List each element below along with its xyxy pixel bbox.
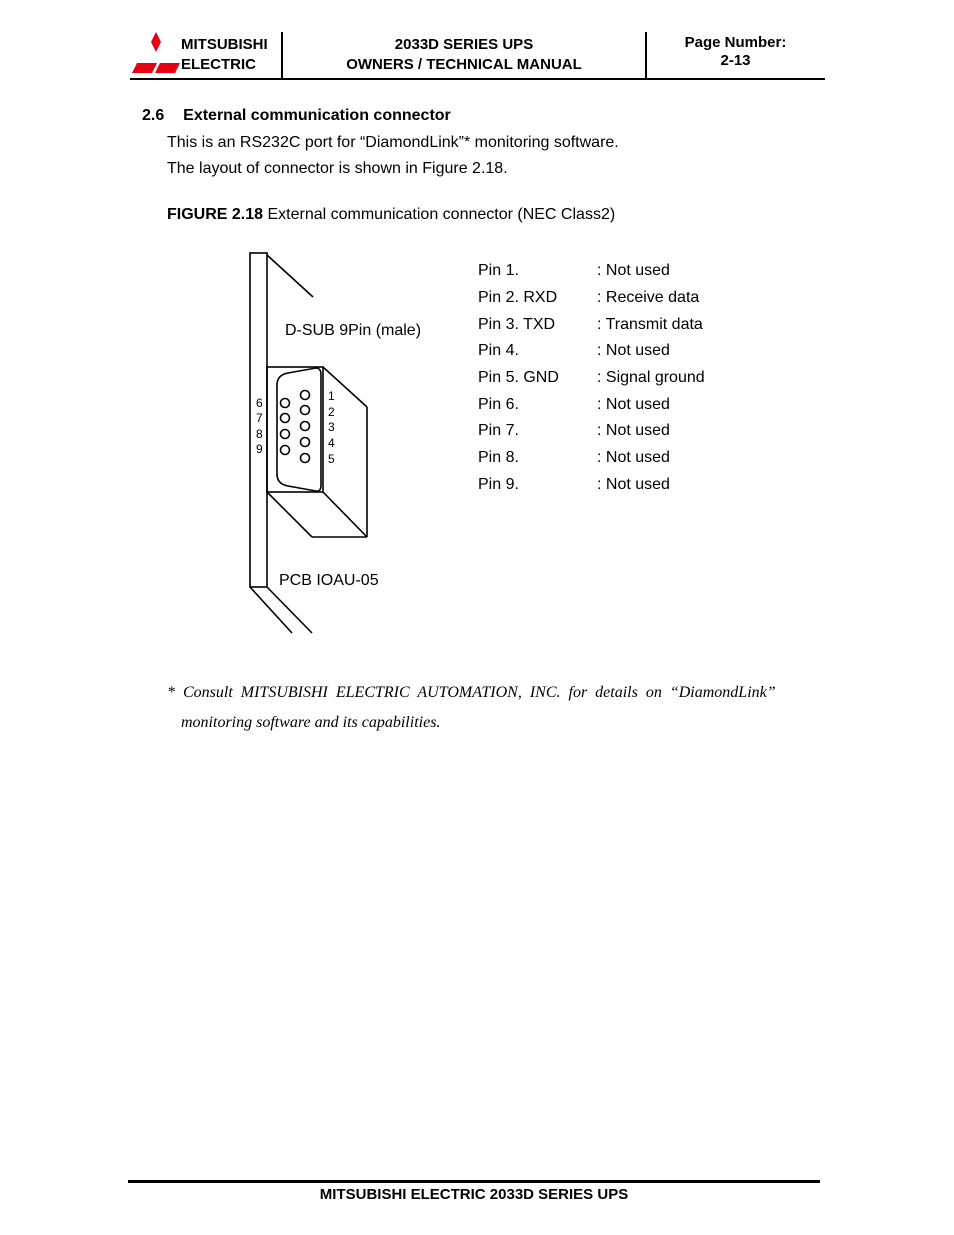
diagonal-line bbox=[250, 587, 292, 633]
pin-name: Pin 9. bbox=[478, 476, 519, 493]
connector-pin bbox=[281, 414, 290, 423]
figure-caption-text: External communication connector (NEC Class2) bbox=[263, 206, 616, 223]
pin-number: 5 bbox=[328, 452, 335, 466]
connector-pin bbox=[281, 399, 290, 408]
page-number-label: Page Number: bbox=[684, 34, 787, 51]
footnote-line-1: * Consult MITSUBISHI ELECTRIC AUTOMATION, INC. for details on “DiamondLink” bbox=[167, 684, 776, 701]
pin-description: : Receive data bbox=[597, 289, 700, 306]
section-paragraph-1: This is an RS232C port for “DiamondLink”* monitoring software. bbox=[167, 134, 619, 151]
connector-pin bbox=[281, 446, 290, 455]
pin-description: : Transmit data bbox=[597, 316, 703, 333]
connector-pin bbox=[301, 391, 310, 400]
mitsubishi-logo-icon bbox=[132, 32, 180, 74]
section-title: External communication connector bbox=[183, 107, 451, 124]
brand-line-2: ELECTRIC bbox=[181, 56, 256, 73]
pin-description: : Signal ground bbox=[597, 369, 705, 386]
pin-name: Pin 5. GND bbox=[478, 369, 559, 386]
pin-number: 4 bbox=[328, 436, 335, 450]
pin-number: 9 bbox=[256, 442, 263, 456]
pin-description: : Not used bbox=[597, 396, 670, 413]
connector-pin bbox=[301, 438, 310, 447]
connector-pin bbox=[301, 406, 310, 415]
section-number: 2.6 bbox=[142, 107, 165, 124]
pin-name: Pin 8. bbox=[478, 449, 519, 466]
manual-title-line-2: OWNERS / TECHNICAL MANUAL bbox=[346, 56, 582, 73]
connector-pin bbox=[281, 430, 290, 439]
pin-number: 6 bbox=[256, 396, 263, 410]
diagonal-line bbox=[267, 587, 312, 633]
pin-description: : Not used bbox=[597, 476, 670, 493]
section-paragraph-2: The layout of connector is shown in Figure 2.18. bbox=[167, 160, 508, 177]
perspective-line bbox=[323, 492, 367, 537]
pcb-label: PCB IOAU-05 bbox=[279, 572, 379, 589]
page-number: 2-13 bbox=[720, 52, 751, 69]
footnote-line-2: monitoring software and its capabilities. bbox=[181, 714, 441, 731]
footer-text: MITSUBISHI ELECTRIC 2033D SERIES UPS bbox=[319, 1186, 629, 1203]
pin-description: : Not used bbox=[597, 422, 670, 439]
pin-name: Pin 4. bbox=[478, 342, 519, 359]
pin-name: Pin 2. RXD bbox=[478, 289, 558, 306]
pin-name: Pin 7. bbox=[478, 422, 519, 439]
pin-name: Pin 1. bbox=[478, 262, 519, 279]
connector-label: D-SUB 9Pin (male) bbox=[285, 322, 422, 339]
figure-caption bbox=[167, 206, 615, 224]
pin-number: 2 bbox=[328, 405, 335, 419]
pin-description: : Not used bbox=[597, 262, 670, 279]
header-rule bbox=[130, 78, 825, 80]
pin-number: 8 bbox=[256, 427, 263, 441]
pin-description: : Not used bbox=[597, 342, 670, 359]
connector-pin bbox=[301, 454, 310, 463]
connector-body bbox=[267, 367, 323, 492]
footer-rule bbox=[128, 1180, 820, 1183]
manual-title-line-1: 2033D SERIES UPS bbox=[394, 36, 534, 53]
connector-pin bbox=[301, 422, 310, 431]
pin-name: Pin 3. TXD bbox=[478, 316, 556, 333]
pin-number: 7 bbox=[256, 411, 263, 425]
pin-name: Pin 6. bbox=[478, 396, 519, 413]
brand-line-1: MITSUBISHI bbox=[181, 36, 268, 53]
pin-description: : Not used bbox=[597, 449, 670, 466]
figure-label: FIGURE 2.18 bbox=[167, 206, 264, 223]
diagonal-line bbox=[267, 255, 313, 297]
section-heading bbox=[142, 107, 451, 125]
perspective-line bbox=[267, 492, 312, 537]
pin-number: 1 bbox=[328, 389, 335, 403]
pin-number: 3 bbox=[328, 420, 335, 434]
